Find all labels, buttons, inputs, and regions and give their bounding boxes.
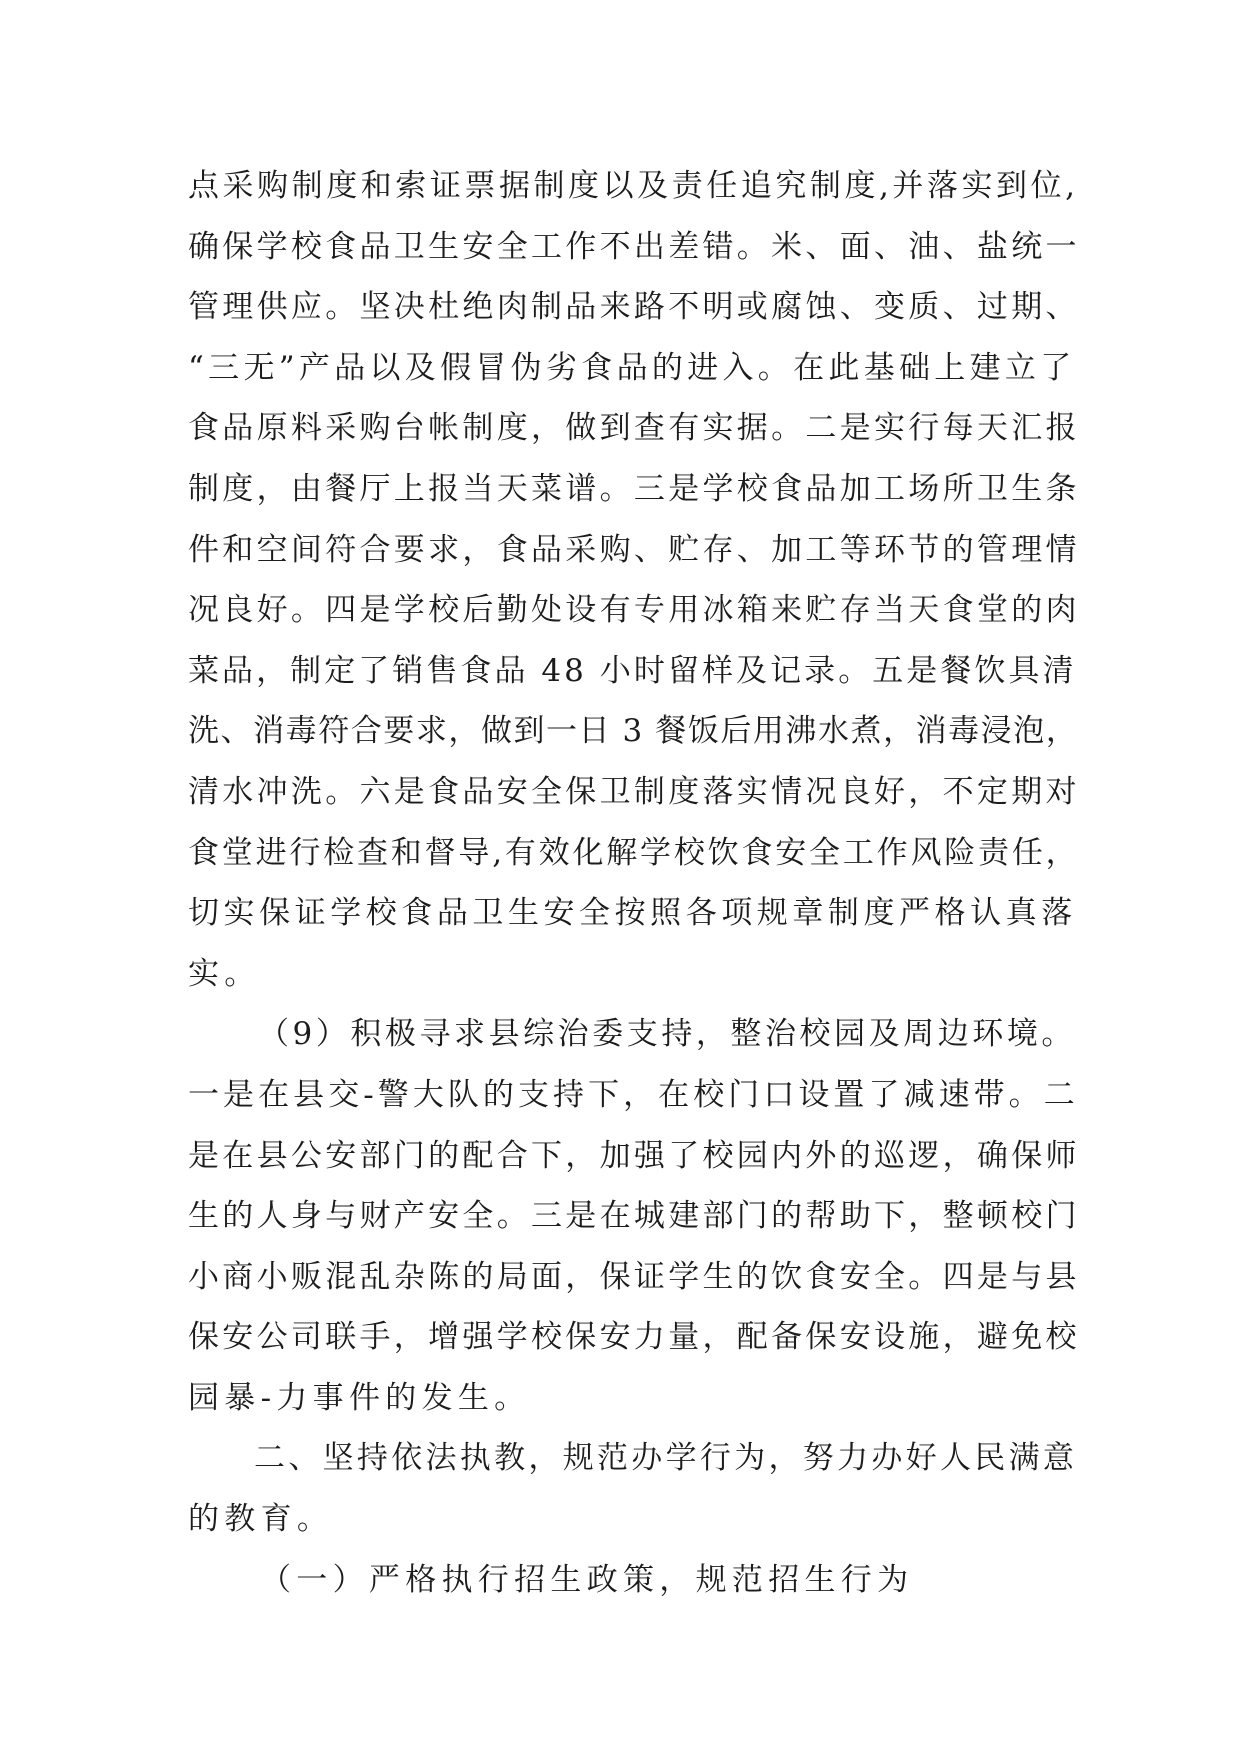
paragraph-line: 食品原料采购台帐制度，做到查有实据。二是实行每天汇报 [188, 410, 1080, 447]
paragraph-line: 食堂进行检查和督导,有效化解学校饮食安全工作风险责任， [188, 834, 1080, 871]
subsection-heading-one: （一）严格执行招生政策，规范招生行为 [260, 1561, 914, 1598]
paragraph-line: 一是在县交-警大队的支持下，在校门口设置了减速带。二 [188, 1076, 1079, 1113]
paragraph-line: 件和空间符合要求，食品采购、贮存、加工等环节的管理情 [188, 531, 1080, 568]
paragraph-line: 保安公司联手，增强学校保安力量，配备保安设施，避免校 [188, 1319, 1080, 1356]
paragraph-line: 切实保证学校食品卫生安全按照各项规章制度严格认真落 [188, 895, 1077, 932]
section-heading-9: （9）积极寻求县综治委支持，整治校园及周边环境。 [258, 1016, 1076, 1053]
paragraph-line: 制度，由餐厅上报当天菜谱。三是学校食品加工场所卫生条 [188, 470, 1080, 507]
paragraph-line: 菜品，制定了销售食品 48 小时留样及记录。五是餐饮具清 [188, 652, 1077, 689]
section-heading-two: 二、坚持依法执教，规范办学行为，努力办好人民满意 [254, 1440, 1078, 1477]
paragraph-line: 实。 [188, 955, 261, 992]
paragraph-line: 管理供应。坚决杜绝肉制品来路不明或腐蚀、变质、过期、 [188, 289, 1080, 326]
paragraph-line: 生的人身与财产安全。三是在城建部门的帮助下，整顿校门 [188, 1198, 1080, 1235]
paragraph-line: 清水冲洗。六是食品安全保卫制度落实情况良好，不定期对 [188, 773, 1080, 810]
paragraph-line: 确保学校食品卫生安全工作不出差错。米、面、油、盐统一 [188, 228, 1080, 265]
paragraph-line: 的教育。 [188, 1501, 334, 1538]
paragraph-line: 是在县公安部门的配合下，加强了校园内外的巡逻，确保师 [188, 1137, 1080, 1174]
paragraph-line: 点采购制度和索证票据制度以及责任追究制度,并落实到位, [188, 168, 1079, 204]
paragraph-line: 小商小贩混乱杂陈的局面，保证学生的饮食安全。四是与县 [188, 1258, 1080, 1295]
paragraph-line: 园暴-力事件的发生。 [188, 1379, 531, 1416]
paragraph-line: “三无”产品以及假冒伪劣食品的进入。在此基础上建立了 [188, 349, 1076, 386]
paragraph-line: 洗、消毒符合要求，做到一日 3 餐饭后用沸水煮，消毒浸泡， [188, 713, 1079, 750]
document-body [188, 156, 1080, 1610]
paragraph-line: 况良好。四是学校后勤处设有专用冰箱来贮存当天食堂的肉 [188, 592, 1080, 629]
